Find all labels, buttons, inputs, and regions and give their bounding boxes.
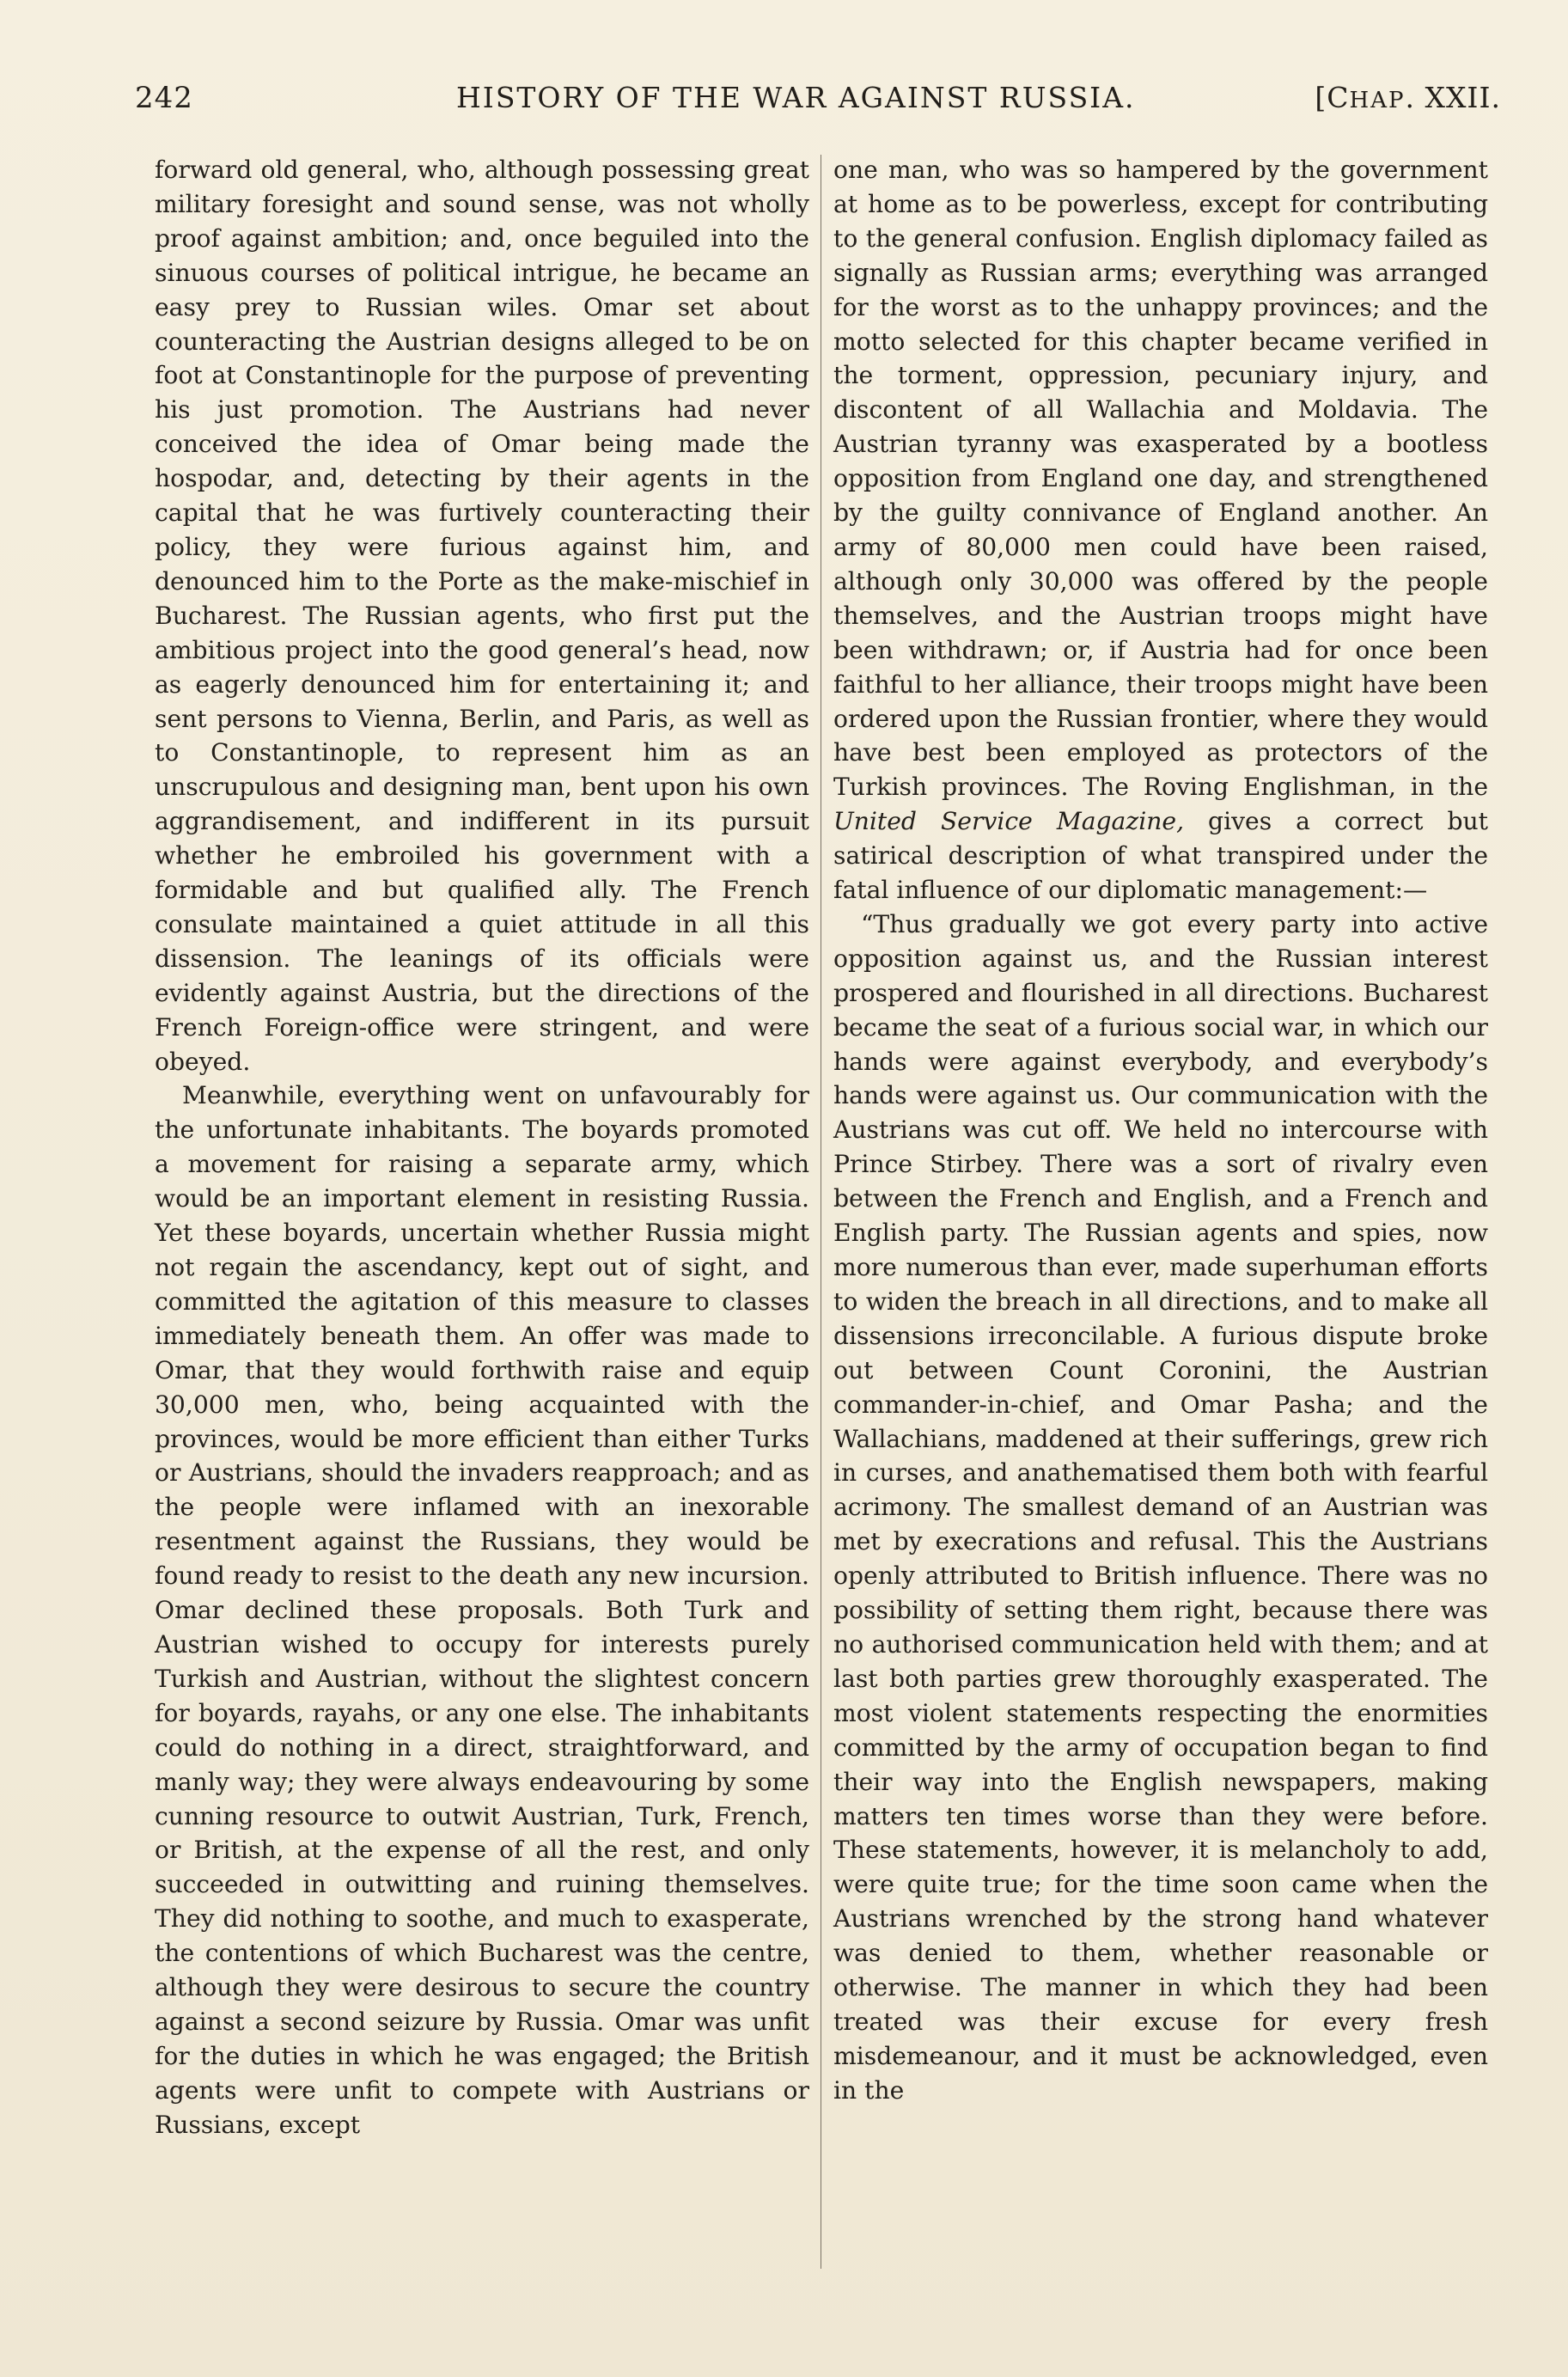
- right-paragraph-1-end: gives a correct but satirical description of what transpired under the fatal influence of our diplomatic management:—: [833, 807, 1488, 905]
- right-column: [833, 153, 1488, 2108]
- running-title: HISTORY OF THE WAR AGAINST RUSSIA.: [456, 81, 1136, 114]
- left-paragraph-2: Meanwhile, everything went on unfavourably for the unfortunate inhabitants. The boyards promoted a movement for raising a separate army, which would be an important element in resisting Russia. Yet these boyards, uncertain whether Russia might not regain the ascendancy, kept out of sight, and committed the agitation of this measure to classes immediately beneath them. An offer was made to Omar, that they would forthwith raise and equip 30,000 men, who, being acquainted with the provinces, would be more efficient than either Turks or Austrians, should the invaders reapproach; and as the people were inflamed with an inexorable resentment against the Russians, they would be found ready to resist to the death any new incursion. Omar declined these proposals. Both Turk and Austrian wished to occupy for interests purely Turkish and Austrian, without the slightest concern for boyards, rayahs, or any one else. The inhabitants could do nothing in a direct, straightforward, and manly way; they were always endeavouring by some cunning resource to outwit Austrian, Turk, French, or British, at the expense of all the rest, and only succeeded in outwitting and ruining themselves. They did nothing to soothe, and much to exasperate, the contentions of which Bucharest was the centre, although they were desirous to secure the country against a second seizure by Russia. Omar was unfit for the duties in which he was engaged; the British agents were unfit to compete with Austrians or Russians, except: [155, 1081, 809, 2139]
- magazine-title: United Service Magazine,: [833, 807, 1185, 836]
- left-paragraph-1: forward old general, who, although possessing great military foresight and sound sense, was not wholly proof against ambition; and, once beguiled into the sinuous courses of political intrigue, he became an easy prey to Russian wiles. Omar set about counteracting the Austrian designs alleged to be on foot at Constantinople for the purpose of preventing his just promotion. The Austrians had never conceived the idea of Omar being made the hospodar, and, detecting by their agents in the capital that he was furtively counteracting their policy, they were furious against him, and denounced him to the Porte as the make-mischief in Bucharest. The Russian agents, who first put the ambitious project into the good general’s head, now as eagerly denounced him for entertaining it; and sent persons to Vienna, Berlin, and Paris, as well as to Constantinople, to represent him as an unscrupulous and designing man, bent upon his own aggrandisement, and indifferent in its pursuit whether he embroiled his government with a formidable and but qualified ally. The French consulate maintained a quiet attitude in all this dissension. The leanings of its officials were evidently against Austria, but the directions of the French Foreign-office were stringent, and were obeyed.: [155, 156, 809, 1076]
- right-paragraph-2: “Thus gradually we got every party into active opposition against us, and the Russian interest prospered and flourished in all directions. Bucharest became the seat of a furious social war, in which our hands were against everybody, and everybody’s hands were against us. Our communication with the Austrians was cut off. We held no intercourse with Prince Stirbey. There was a sort of rivalry even between the French and English, and a French and English party. The Russian agents and spies, now more numerous than ever, made superhuman efforts to widen the breach in all directions, and to make all dissensions irreconcilable. A furious dispute broke out between Count Coronini, the Austrian commander-in-chief, and Omar Pasha; and the Wallachians, maddened at their sufferings, grew rich in curses, and anathematised them both with fearful acrimony. The smallest demand of an Austrian was met by execrations and refusal. This the Austrians openly attributed to British influence. There was no possibility of setting them right, because there was no authorised communication held with them; and at last both parties grew thoroughly exasperated. The most violent statements respecting the enormities committed by the army of occupation began to find their way into the English newspapers, making matters ten times worse than they were before. These statements, however, it is melancholy to add, were quite true; for the time soon came when the Austrians wrenched by the strong hand whatever was denied to them, whether reasonable or otherwise. The manner in which they had been treated was their excuse for every fresh misdemeanour, and it must be acknowledged, even in the: [833, 909, 1488, 2105]
- chapter-suffix: . XXII.: [1405, 81, 1501, 114]
- page-number: 242: [135, 81, 193, 115]
- right-paragraph-1-text: one man, who was so hampered by the government at home as to be powerless, except for contributing to the general confusion. English diplomacy failed as signally as Russian arms; everything was arranged for the worst as to the unhappy provinces; and the motto selected for this chapter became verified in the torment, oppression, pecuniary injury, and discontent of all Wallachia and Moldavia. The Austrian tyranny was exasperated by a bootless opposition from England one day, and strengthened by the guilty connivance of England another. An army of 80,000 men could have been raised, although only 30,000 was offered by the people themselves, and the Austrian troops might have been withdrawn; or, if Austria had for once been faithful to her alliance, their troops might have been ordered upon the Russian frontier, where they would have best been employed as protectors of the Turkish provinces. The Roving Englishman, in the: [833, 156, 1488, 802]
- chapter-label: [1315, 81, 1501, 114]
- right-paragraph-1: [833, 153, 1488, 907]
- page-header: [135, 74, 1501, 125]
- chapter-prefix: [C: [1315, 81, 1350, 114]
- left-column: [155, 153, 809, 2142]
- chapter-smallcaps: HAP: [1349, 88, 1406, 113]
